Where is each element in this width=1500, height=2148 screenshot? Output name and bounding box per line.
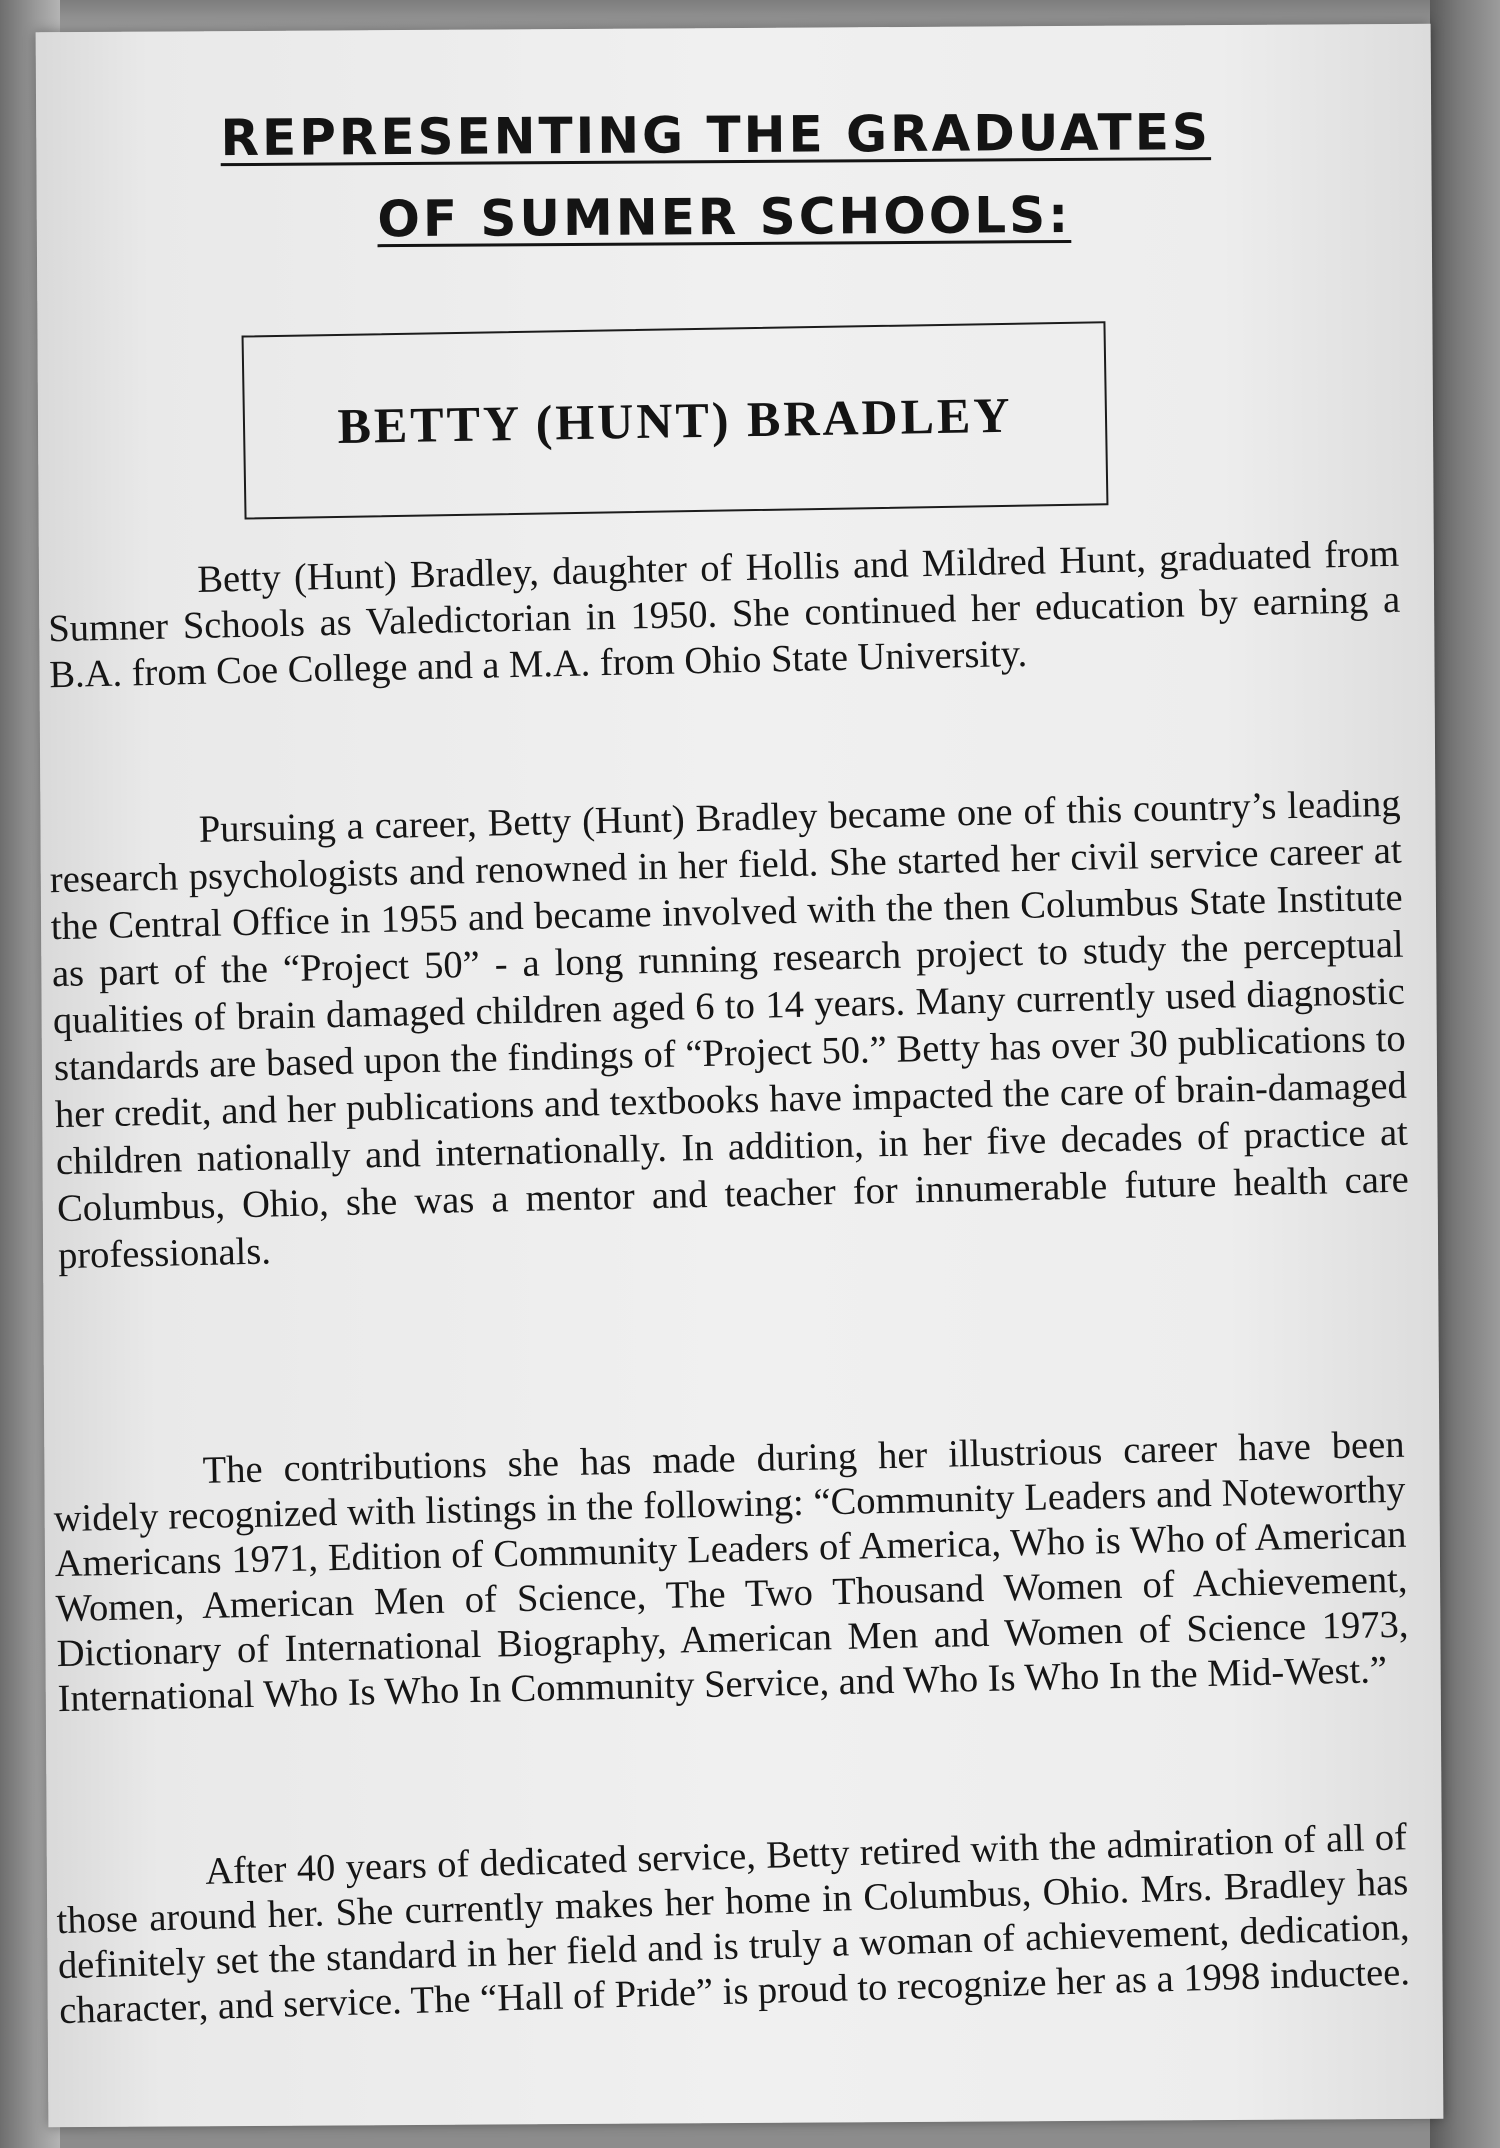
- posted-document: [36, 24, 1444, 2127]
- paragraph-retirement: After 40 years of dedicated service, Betty retired with the admiration of all of those around her. She currently makes her home in Columbus, Ohio. Mrs. Bradley has definitely set the standard in her field and is truly a woman of achievement, dedication, character, and service. The “Hall of Pride” is proud to recognize her as a 1998 inductee.: [56, 1816, 1411, 2033]
- name-box: [242, 321, 1109, 519]
- heading-line-1: REPRESENTING THE GRADUATES: [220, 103, 1212, 168]
- paragraph-career: Pursuing a career, Betty (Hunt) Bradley became one of this country’s leading research psychologists and renowned in her field. She started her civil service career at the Central Office in 1955 and became involved with the then Columbus State Institute as part of the “Project 50” - a long running research project to study the perceptual qualities of brain damaged children aged 6 to 14 years. Many currently used diagnostic standards are based upon the findings of “Project 50.” Betty has over 30 publications to her credit, and her publications and textbooks have impacted the care of brain-damaged children nationally and internationally. In addition, in her five decades of practice at Columbus, Ohio, she was a mentor and teacher for innumerable future health care professionals.: [49, 782, 1410, 1278]
- paragraph-recognition: The contributions she has made during her illustrious career have been widely recognized with listings in the following: “Community Leaders and Noteworthy Americans 1971, Edition of Community Leaders of America, Who is Who of American Women, American Men of Science, The Two Thousand Women of Achievement, Dictionary of International Biography, American Men and Women of Science 1973, International Who Is Who In Community Service, and Who Is Who In the Mid-West.”: [53, 1423, 1409, 1721]
- inductee-name: BETTY (HUNT) BRADLEY: [337, 386, 1013, 454]
- paragraph-education: Betty (Hunt) Bradley, daughter of Hollis and Mildred Hunt, graduated from Sumner Schools as Valedictorian in 1950. She continued her education by earning a B.A. from Coe College and a M.A. from Ohio State University.: [47, 532, 1401, 697]
- heading-line-2: OF SUMNER SCHOOLS:: [377, 185, 1072, 249]
